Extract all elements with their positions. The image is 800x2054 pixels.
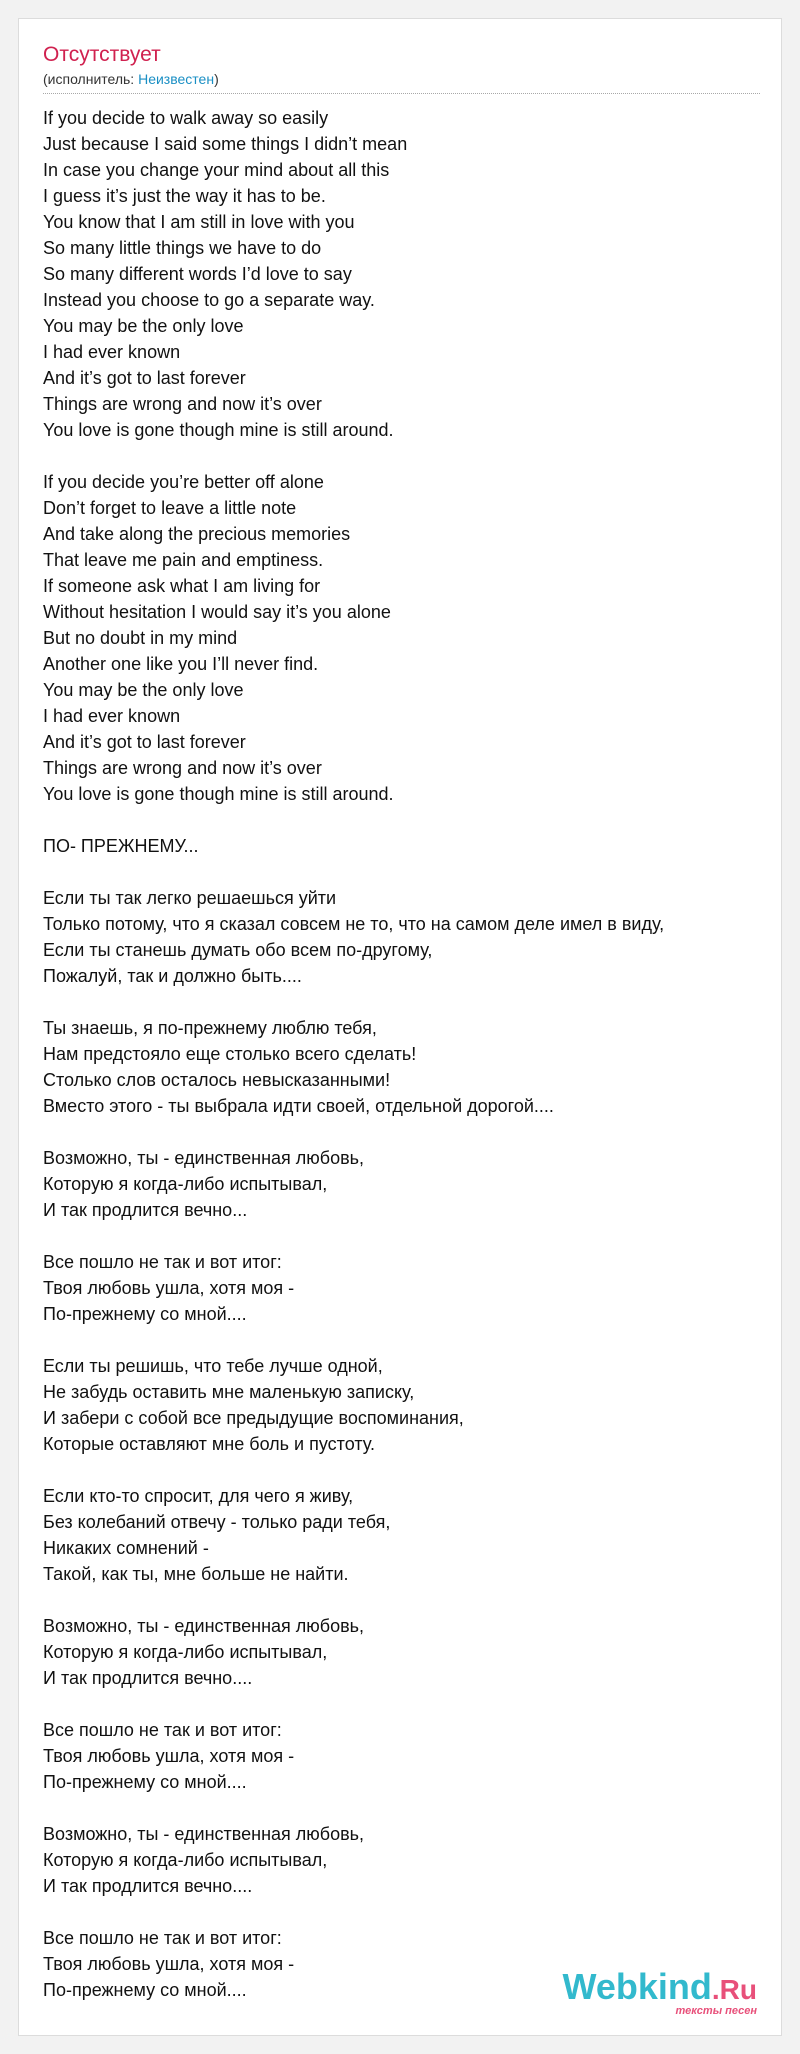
logo-wordmark [563,1968,757,2009]
lyric-line: But no doubt in my mind [43,628,238,648]
lyrics-stanza [43,885,760,989]
lyric-line: Твоя любовь ушла, хотя моя - [43,1278,295,1298]
logo-tagline: тексты песен [675,2005,757,2017]
lyric-line: И так продлится вечно.... [43,1876,253,1896]
lyric-line: Don’t forget to leave a little note [43,498,297,518]
lyric-line: Такой, как ты, мне больше не найти. [43,1564,349,1584]
lyric-line: And it’s got to last forever [43,732,246,752]
lyric-line: If someone ask what I am living for [43,576,321,596]
artist-link[interactable]: Неизвестен [138,71,215,87]
lyric-line: I guess it’s just the way it has to be. [43,186,326,206]
lyric-line: Твоя любовь ушла, хотя моя - [43,1746,295,1766]
lyric-line: Твоя любовь ушла, хотя моя - [43,1954,295,1974]
lyric-line: That leave me pain and emptiness. [43,550,324,570]
artist-prefix: (исполнитель: [43,71,139,87]
lyric-line: Вместо этого - ты выбрала идти своей, отдельной дорогой.... [43,1096,554,1116]
lyrics-stanza [43,105,760,443]
lyrics-stanza [43,1483,760,1587]
lyric-line: Которые оставляют мне боль и пустоту. [43,1434,375,1454]
lyric-line: You may be the only love [43,316,244,336]
lyric-line: Без колебаний отвечу - только ради тебя, [43,1512,391,1532]
lyric-line: ПО- ПРЕЖНЕМУ... [43,836,199,856]
lyric-line: Another one like you I’ll never find. [43,654,319,674]
lyric-line: И так продлится вечно.... [43,1668,253,1688]
lyric-line: Все пошло не так и вот итог: [43,1928,282,1948]
lyric-line: Возможно, ты - единственная любовь, [43,1824,365,1844]
lyric-line: Just because I said some things I didn’t mean [43,134,408,154]
lyric-line: Instead you choose to go a separate way. [43,290,375,310]
lyric-line: If you decide you’re better off alone [43,472,324,492]
lyric-line: Возможно, ты - единственная любовь, [43,1616,365,1636]
header-divider [43,93,760,94]
lyrics-stanza [43,1015,760,1119]
lyrics-stanza [43,1353,760,1457]
lyrics-stanza [43,1145,760,1223]
lyric-line: Столько слов осталось невысказанными! [43,1070,391,1090]
artist-line [43,71,219,87]
lyric-line: You know that I am still in love with you [43,212,355,232]
lyric-line: I had ever known [43,706,181,726]
lyric-line: So many little things we have to do [43,238,322,258]
lyric-line: In case you change your mind about all this [43,160,390,180]
lyric-line: Все пошло не так и вот итог: [43,1720,282,1740]
lyrics-stanza [43,1821,760,1899]
lyric-line: Things are wrong and now it’s over [43,758,322,778]
lyric-line: And it’s got to last forever [43,368,246,388]
lyric-line: If you decide to walk away so easily [43,108,329,128]
lyric-line: And take along the precious memories [43,524,351,544]
logo-word: Webkind [562,1966,712,2007]
lyric-line: I had ever known [43,342,181,362]
lyric-line: По-прежнему со мной.... [43,1980,247,2000]
lyrics-stanza [43,833,760,859]
lyrics-stanza [43,1249,760,1327]
lyric-line: Ты знаешь, я по-прежнему люблю тебя, [43,1018,377,1038]
site-logo[interactable] [563,1968,757,2017]
lyric-line: И забери с собой все предыдущие воспоминания, [43,1408,464,1428]
lyrics-card [18,18,782,2036]
artist-suffix: ) [214,71,219,87]
lyric-line: Если ты станешь думать обо всем по-другому, [43,940,433,960]
lyric-line: You love is gone though mine is still around. [43,784,394,804]
lyric-line: Все пошло не так и вот итог: [43,1252,282,1272]
lyric-line: Если кто-то спросит, для чего я живу, [43,1486,354,1506]
logo-suffix: .Ru [711,1974,757,2005]
lyric-line: Только потому, что я сказал совсем не то, что на самом деле имел в виду, [43,914,665,934]
lyric-line: Нам предстояло еще столько всего сделать! [43,1044,417,1064]
lyrics-body [43,105,760,2029]
lyric-line: По-прежнему со мной.... [43,1304,247,1324]
lyric-line: You love is gone though mine is still around. [43,420,394,440]
lyric-line: И так продлится вечно... [43,1200,248,1220]
lyrics-stanza [43,469,760,807]
lyric-line: Пожалуй, так и должно быть.... [43,966,302,986]
lyric-line: Не забудь оставить мне маленькую записку, [43,1382,415,1402]
lyric-line: So many different words I’d love to say [43,264,352,284]
lyrics-stanza [43,1613,760,1691]
song-title: Отсутствует [43,43,161,66]
lyric-line: По-прежнему со мной.... [43,1772,247,1792]
lyric-line: Without hesitation I would say it’s you alone [43,602,391,622]
lyric-line: Которую я когда-либо испытывал, [43,1850,328,1870]
lyrics-stanza [43,1717,760,1795]
lyric-line: Things are wrong and now it’s over [43,394,322,414]
lyric-line: Которую я когда-либо испытывал, [43,1642,328,1662]
lyric-line: Возможно, ты - единственная любовь, [43,1148,365,1168]
lyric-line: Которую я когда-либо испытывал, [43,1174,328,1194]
lyric-line: You may be the only love [43,680,244,700]
lyric-line: Если ты так легко решаешься уйти [43,888,337,908]
lyric-line: Никаких сомнений - [43,1538,209,1558]
lyric-line: Если ты решишь, что тебе лучше одной, [43,1356,383,1376]
